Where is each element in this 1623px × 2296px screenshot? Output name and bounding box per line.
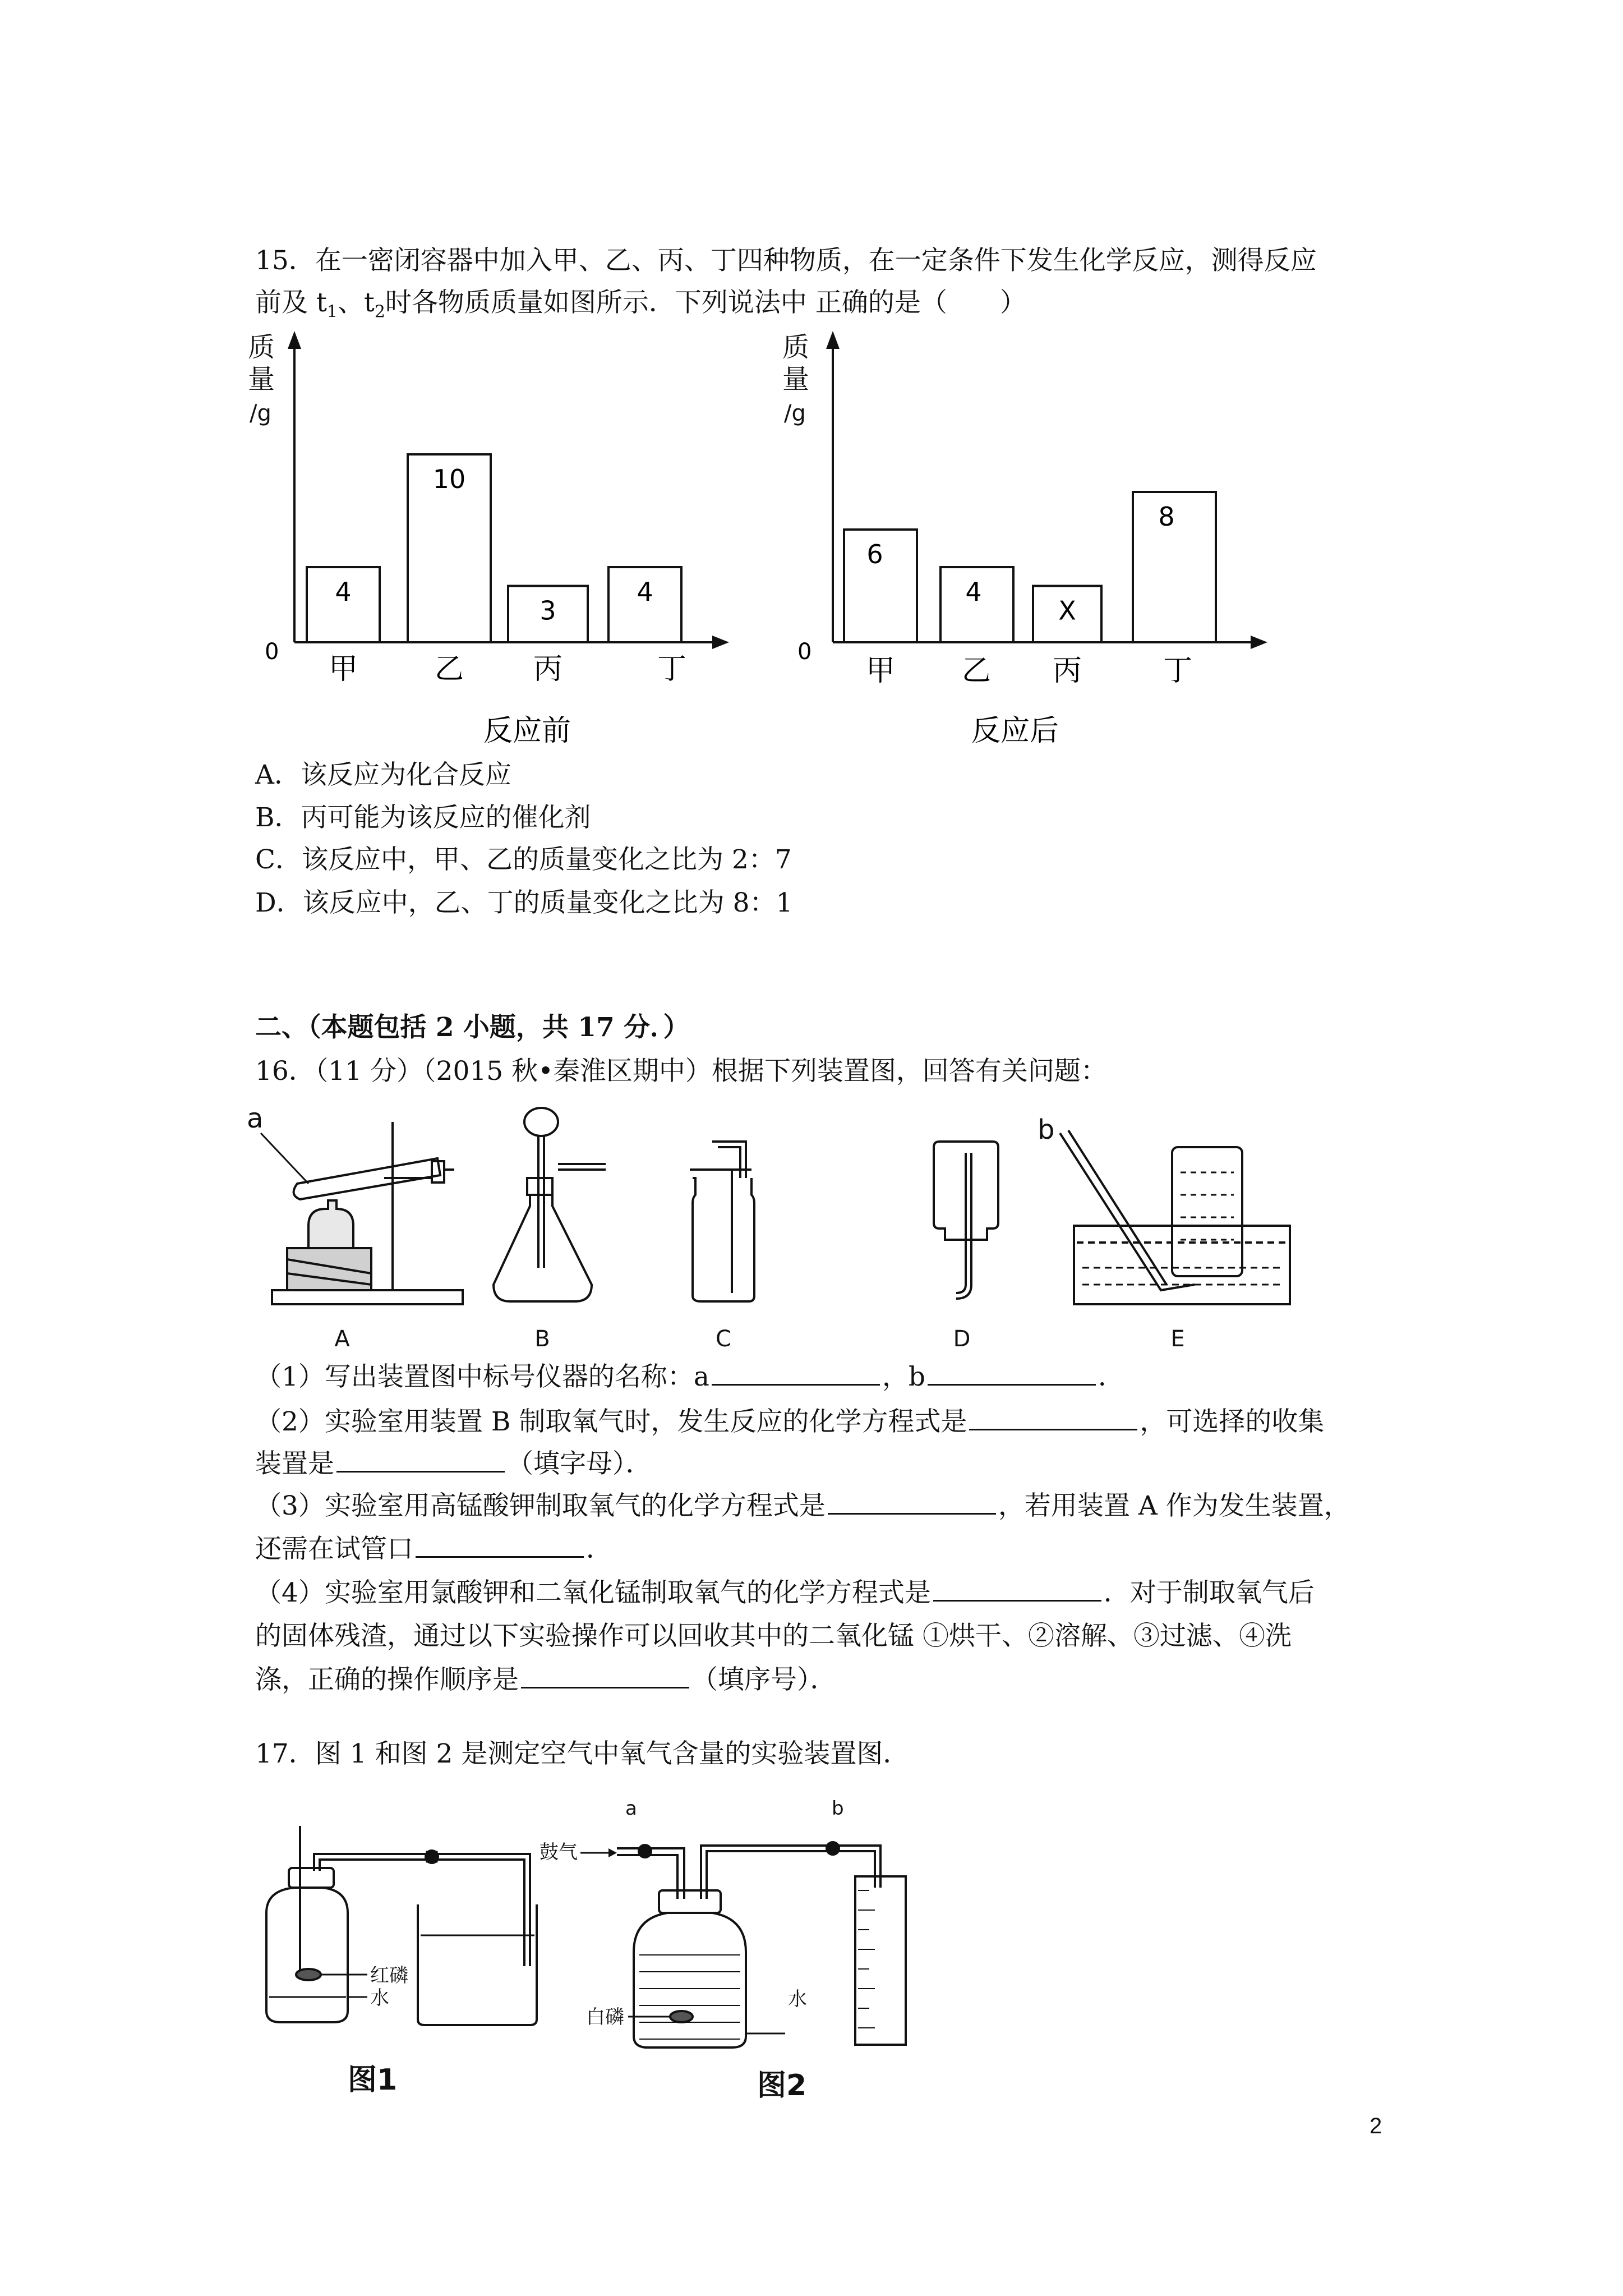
q16-part-3-text-d: ． <box>586 1534 612 1565</box>
chart-before-label-丁: 4 <box>637 577 653 607</box>
q16-header: 16．（11 分）（2015 秋•秦淮区期中）根据下列装置图，回答有关问题： <box>255 1056 1107 1087</box>
chart-before-label-丙: 3 <box>540 595 556 626</box>
q15-line-2 <box>255 286 1026 329</box>
chart-before-title: 反应前 <box>483 714 571 748</box>
q16-part-3-line-2 <box>255 1533 612 1566</box>
q16-part-2-line-1 <box>255 1405 1324 1439</box>
q16-part-1-text-c: ． <box>1098 1361 1125 1392</box>
fig2-b-label: b <box>832 1797 844 1820</box>
q15-option-b: B．丙可能为该反应的催化剂 <box>255 802 591 833</box>
chart-after-x-arrow <box>1251 636 1267 649</box>
q16-part-3-text-c: 还需在试管口 <box>255 1534 413 1565</box>
chart-before-x-arrow <box>712 636 729 649</box>
chart-after-label-丁: 8 <box>1158 501 1175 532</box>
q16-part-2-text-b: ，可选择的收集 <box>1140 1406 1325 1437</box>
chart-before-ylabel-1: 质 <box>248 332 275 363</box>
blank-collect-device[interactable] <box>336 1448 505 1473</box>
chart-before-label-甲: 4 <box>335 577 352 607</box>
blank-kclo3-equation[interactable] <box>933 1577 1101 1602</box>
q15-line-2-part-b: 、t <box>337 287 375 318</box>
q16-part-1 <box>255 1360 1124 1394</box>
chart-after-category-丙: 丙 <box>1052 654 1082 688</box>
q15-option-a: A．该反应为化合反应 <box>255 760 511 790</box>
q16-part-2-text-a: （2）实验室用装置 B 制取氧气时，发生反应的化学方程式是 <box>255 1406 967 1437</box>
q15-option-d: D．该反应中，乙、丁的质量变化之比为 8：1 <box>255 887 793 918</box>
chart-before-ylabel-2: 量 <box>248 364 275 395</box>
apparatus-label-c: C <box>716 1326 731 1352</box>
q17-figure-2 <box>533 1792 920 2112</box>
marker-a: a <box>247 1103 264 1134</box>
chart-after-ylabel <box>782 332 809 426</box>
fig2-caption: 图2 <box>757 2069 807 2102</box>
q16-part-4-text-e: （填序号）． <box>691 1664 837 1695</box>
apparatus-a <box>261 1122 463 1304</box>
blank-equation-b[interactable] <box>969 1406 1137 1430</box>
chart-after-category-乙: 乙 <box>961 654 992 688</box>
marker-b: b <box>1038 1114 1055 1145</box>
q16-part-1-text-a: （1）写出装置图中标号仪器的名称：a <box>255 1361 709 1392</box>
fig2-a-label: a <box>625 1797 637 1820</box>
q16-part-1-text-b: ，b <box>882 1361 926 1392</box>
chart-after-ylabel-2: 量 <box>782 364 810 395</box>
apparatus-label-d: D <box>953 1326 971 1352</box>
q15-line-1: 15．在一密闭容器中加入甲、乙、丙、丁四种物质，在一定条件下发生化学反应，测得反应 <box>255 245 1317 276</box>
chart-after-title: 反应后 <box>971 714 1059 748</box>
q16-part-4-line-3 <box>255 1663 837 1697</box>
q16-part-2-text-d: （填字母）． <box>507 1448 652 1479</box>
q16-part-3-text-b: ，若用装置 A 作为发生装置， <box>998 1490 1350 1521</box>
chart-after-category-丁: 丁 <box>1163 654 1193 688</box>
q16-part-3-line-1 <box>255 1489 1350 1523</box>
chart-before-category-甲: 甲 <box>328 652 358 686</box>
q17-figure-1 <box>250 1803 541 2112</box>
q16-part-4-text-d: 涤，正确的操作顺序是 <box>255 1664 519 1695</box>
blank-operation-order[interactable] <box>521 1664 689 1688</box>
q15-line-2-part-c: 时各物质质量如图所示．下列说法中 正确的是（ ） <box>385 287 1026 318</box>
page-number: 2 <box>1370 2114 1382 2138</box>
q16-part-4-text-b: ．对于制取氧气后 <box>1103 1577 1315 1608</box>
fig1-caption: 图1 <box>348 2063 398 2097</box>
fig1-red-phosphorus-label: 红磷 <box>370 1964 408 1987</box>
chart-after-ylabel-1: 质 <box>782 332 810 363</box>
chart-after-label-丙: X <box>1058 595 1076 626</box>
q17-header: 17．图 1 和图 2 是测定空气中氧气含量的实验装置图． <box>255 1738 910 1769</box>
section-2-heading: 二、（本题包括 2 小题，共 17 分．） <box>255 1012 690 1043</box>
fig2-air-label: 鼓气 <box>540 1841 578 1864</box>
q15-subscript-1: 1 <box>326 302 338 322</box>
chart-after-label-乙: 4 <box>965 577 982 607</box>
blank-tube-mouth[interactable] <box>416 1534 584 1558</box>
blank-kmno4-equation[interactable] <box>828 1490 996 1515</box>
chart-after-ylabel-3: /g <box>784 401 806 426</box>
q16-part-4-line-2: 的固体残渣，通过以下实验操作可以回收其中的二氧化锰 ①烘干、②溶解、③过滤、④洗 <box>255 1621 1292 1651</box>
chart-after-y-arrow <box>826 331 840 349</box>
apparatus-label-a: A <box>334 1326 350 1352</box>
q16-part-4-line-1 <box>255 1576 1315 1610</box>
chart-before-ylabel-3: /g <box>250 401 271 426</box>
chart-before-category-丁: 丁 <box>657 652 687 686</box>
fig2-water-label: 水 <box>788 1988 807 2010</box>
blank-a[interactable] <box>712 1361 880 1386</box>
chart-before-y-arrow <box>288 331 301 349</box>
q15-line-2-part-a: 前及 t <box>255 287 327 318</box>
apparatus-e <box>1060 1130 1290 1304</box>
apparatus-d <box>934 1142 998 1299</box>
q16-part-2-text-c: 装置是 <box>255 1448 334 1479</box>
chart-after-origin: 0 <box>797 639 812 665</box>
fig2-white-phosphorus-label: 白磷 <box>586 2006 624 2028</box>
blank-b[interactable] <box>928 1361 1096 1386</box>
apparatus-label-b: B <box>534 1326 550 1352</box>
chart-before-reaction <box>241 325 746 757</box>
apparatus-label-e: E <box>1170 1326 1185 1352</box>
q16-apparatus-figure <box>247 1099 1301 1363</box>
apparatus-c <box>690 1142 754 1301</box>
chart-before-category-乙: 乙 <box>434 652 464 686</box>
q15-option-c: C．该反应中，甲、乙的质量变化之比为 2：7 <box>255 844 792 875</box>
chart-after-label-甲: 6 <box>866 539 883 569</box>
chart-after-reaction <box>774 325 1290 757</box>
q16-part-4-text-a: （4）实验室用氯酸钾和二氧化锰制取氧气的化学方程式是 <box>255 1577 931 1608</box>
chart-before-ylabel <box>248 332 275 426</box>
q16-part-3-text-a: （3）实验室用高锰酸钾制取氧气的化学方程式是 <box>255 1490 826 1521</box>
chart-before-label-乙: 10 <box>432 464 466 494</box>
chart-before-origin: 0 <box>265 639 279 665</box>
apparatus-b <box>494 1108 606 1301</box>
chart-before-category-丙: 丙 <box>533 652 563 686</box>
q16-part-2-line-2 <box>255 1447 652 1481</box>
fig1-water-label: 水 <box>370 1987 389 2009</box>
chart-after-category-甲: 甲 <box>865 654 896 688</box>
q15-subscript-2: 2 <box>374 302 385 322</box>
